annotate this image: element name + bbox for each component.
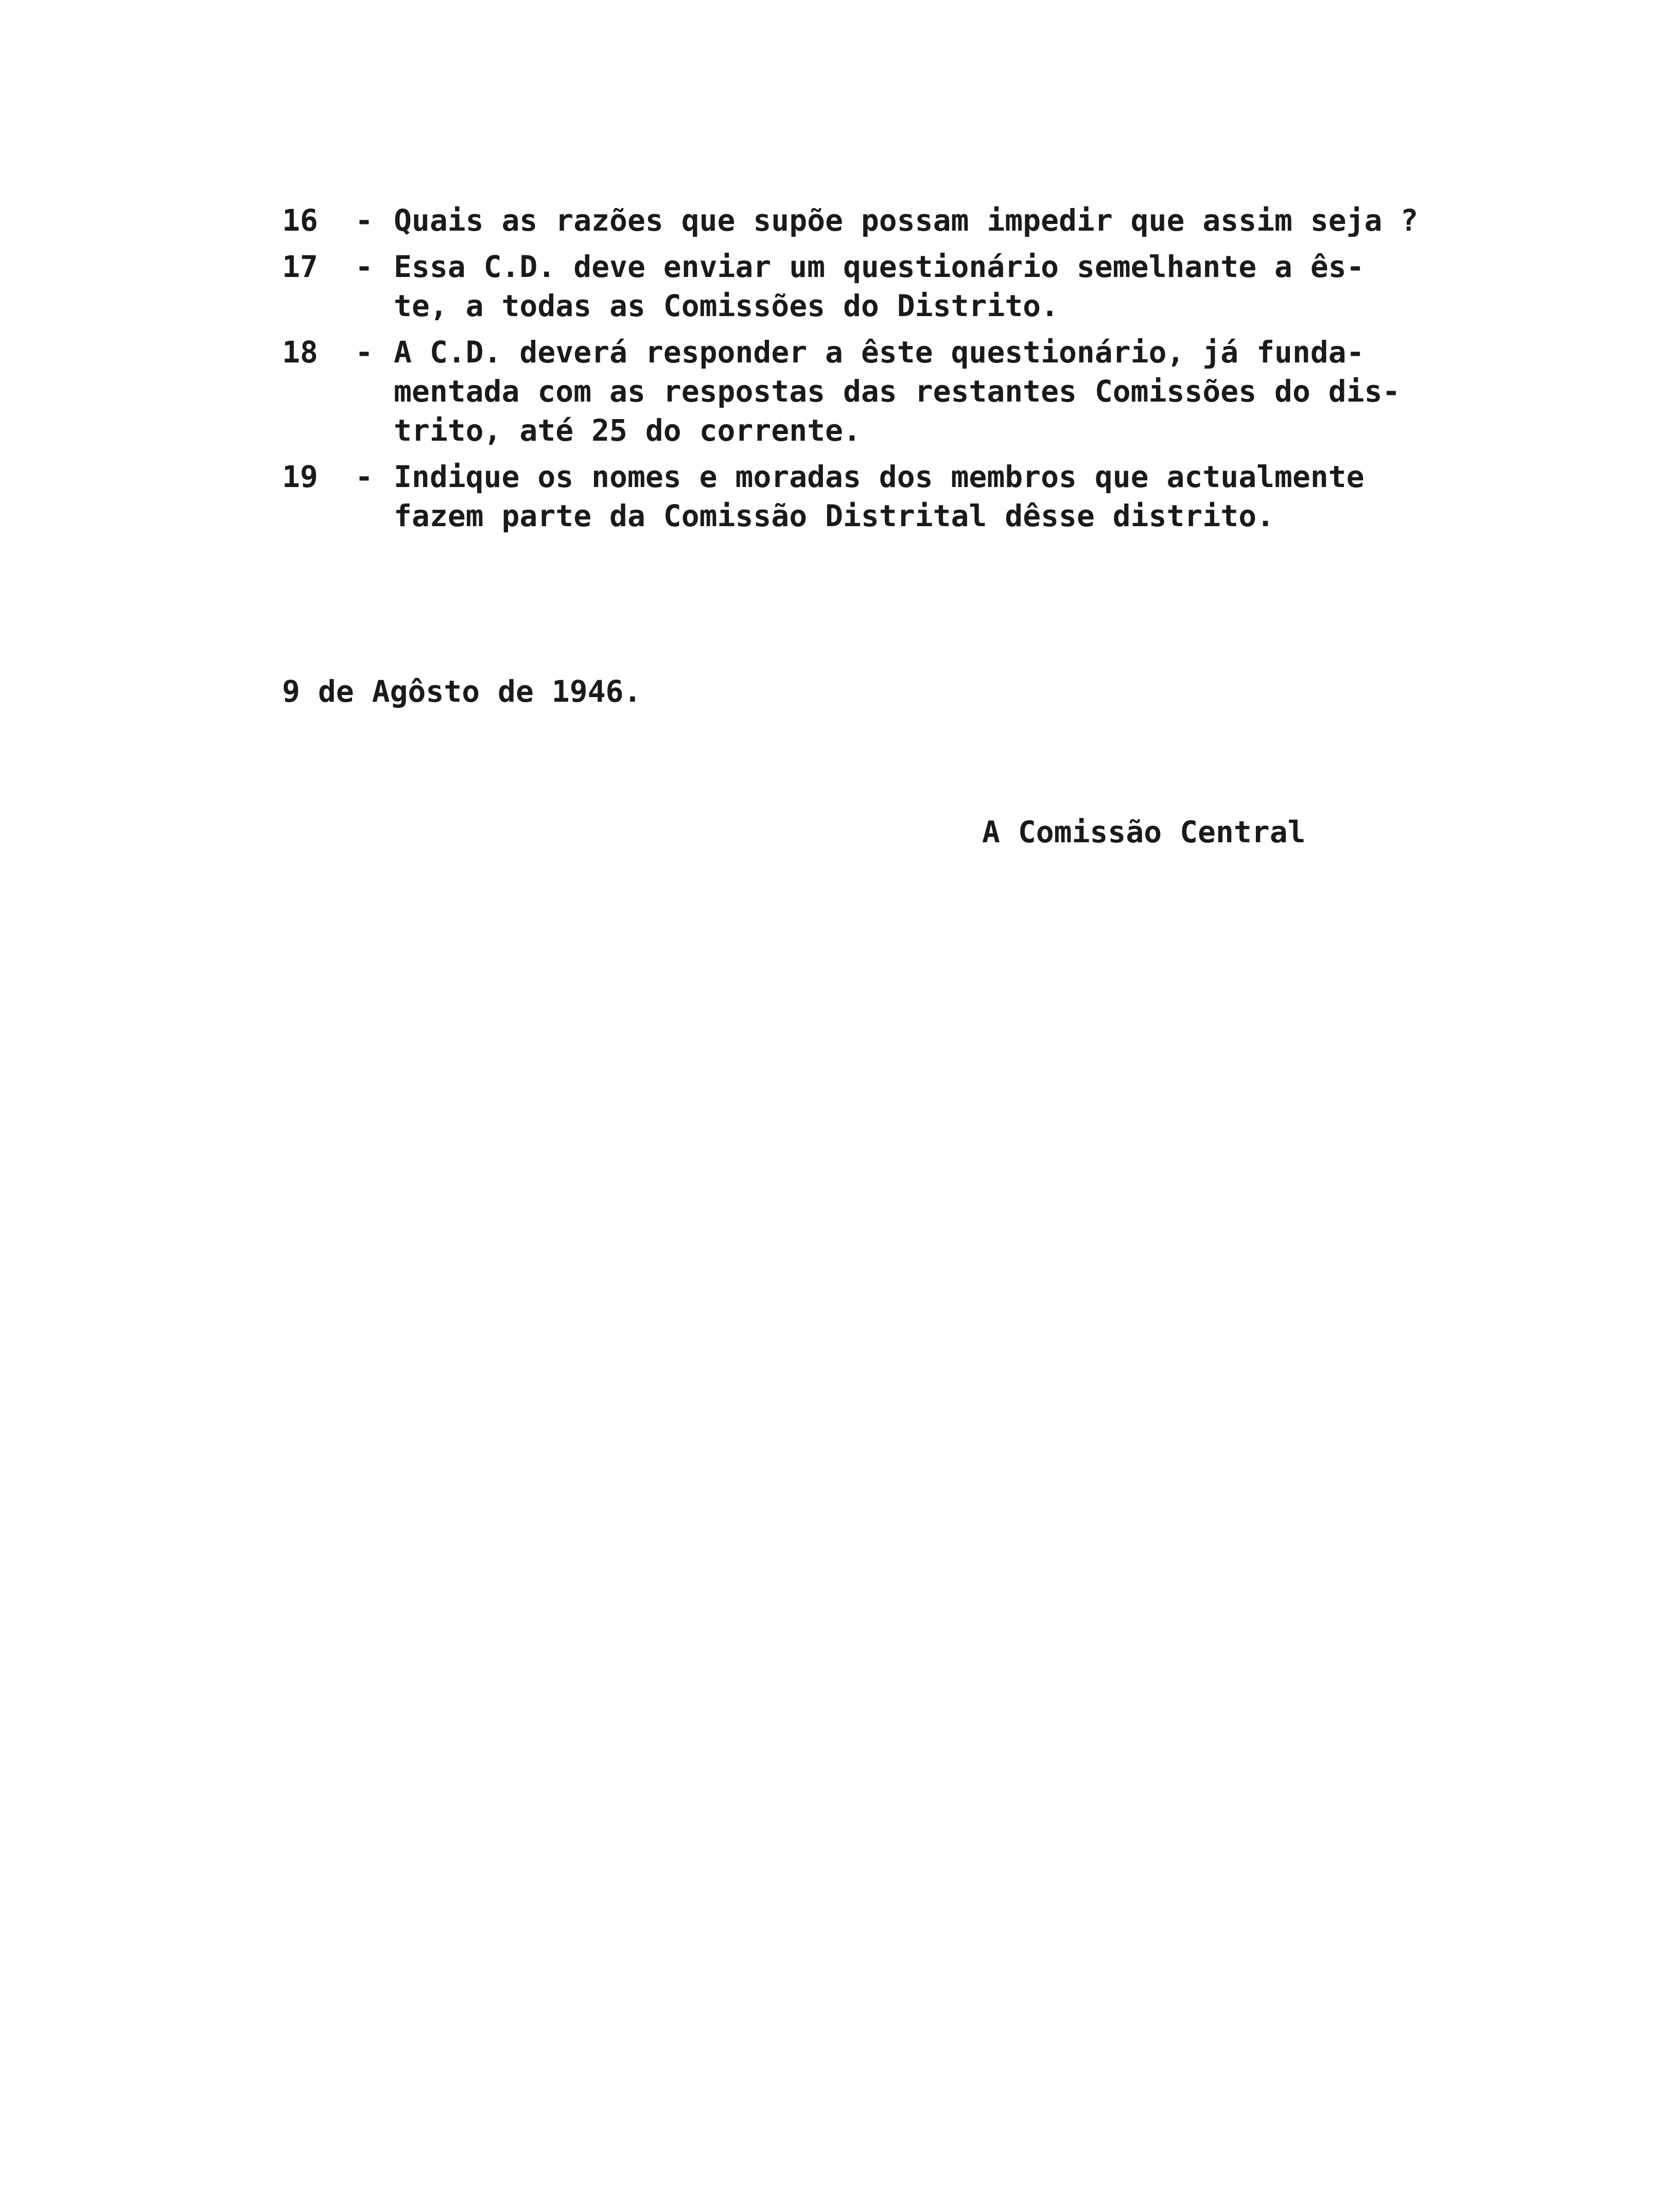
question-text: Quais as razões que supõe possam impedir que assim seja ? xyxy=(394,203,1419,238)
question-item-19 xyxy=(282,457,1579,535)
question-text: Essa C.D. deve enviar um questionário semelhante a ês- te, a todas as Comissões do Distrito. xyxy=(394,249,1364,323)
question-item-18 xyxy=(282,333,1579,450)
question-item-17 xyxy=(282,247,1579,325)
questions-list xyxy=(282,201,1579,535)
signature: A Comissão Central xyxy=(982,814,1306,849)
document-date: 9 de Agôsto de 1946. xyxy=(282,674,642,709)
question-text: A C.D. deverá responder a êste questionário, já funda- mentada com as respostas das restantes Comissões do dis- trito, até 25 do corrente. xyxy=(394,335,1401,448)
question-dash: - xyxy=(355,203,373,238)
question-item-16 xyxy=(282,201,1579,240)
question-number: 18 xyxy=(282,335,318,370)
question-text: Indique os nomes e moradas dos membros que actualmente fazem parte da Comissão Distrital dêsse distrito. xyxy=(394,459,1364,533)
question-dash: - xyxy=(355,335,373,370)
question-number: 17 xyxy=(282,249,318,284)
question-number: 16 xyxy=(282,203,318,238)
question-number: 19 xyxy=(282,459,318,494)
question-dash: - xyxy=(355,249,373,284)
question-dash: - xyxy=(355,459,373,494)
